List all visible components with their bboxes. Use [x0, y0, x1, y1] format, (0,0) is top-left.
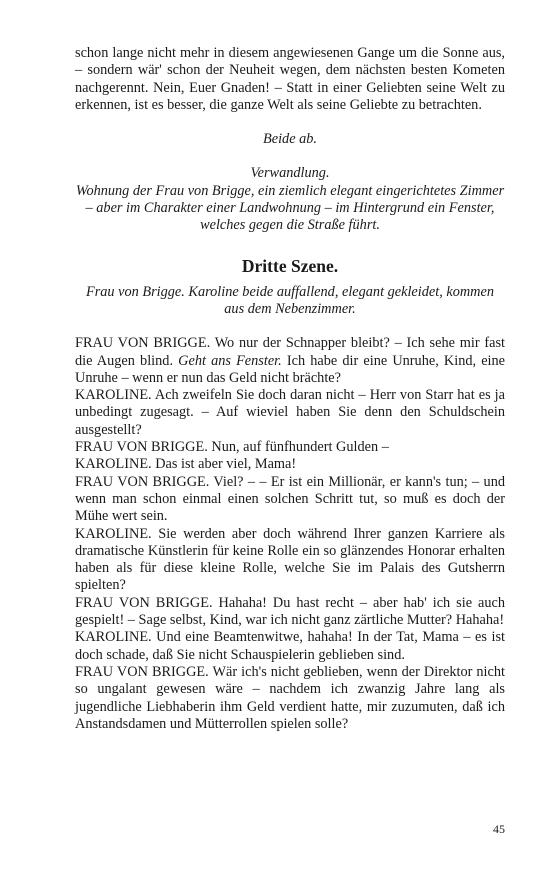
scene-title: Dritte Szene. [241, 255, 339, 276]
dialogue-text: FRAU VON BRIGGE. Hahaha! Du hast recht – aber hab' ich sie auch gespielt! – Sage selbst, Kind, war ich nicht ganz zärtliche Mutter? Hahaha! [75, 594, 505, 629]
spacer [75, 148, 505, 165]
spacer [75, 318, 505, 335]
transformation-description: Wohnung der Frau von Brigge, ein ziemlich elegant eingerichtetes Zimmer – aber im Charakter einer Landwohnung – im Hintergrund ein Fenster, welches gegen die Straße führt. [75, 182, 505, 234]
page-number: 45 [493, 822, 505, 836]
dialogue-text: FRAU VON BRIGGE. Wo nur der Schnapper bleibt? – Ich sehe mir fast die Augen blind. [75, 335, 505, 369]
dialogue-text: KAROLINE. Und eine Beamtenwitwe, hahaha! In der Tat, Mama – es ist doch schade, daß Sie nicht Schauspielerin geblieben sind. [75, 629, 505, 663]
exit-stage-direction: Beide ab. [263, 131, 317, 148]
dialogue-line [75, 664, 505, 733]
dialogue-line [75, 439, 505, 456]
transformation-heading: Verwandlung. [250, 165, 330, 182]
dialogue-text: FRAU VON BRIGGE. Viel? – – Er ist ein Millionär, er kann's tun; – und wenn man schon einmal einen solchen Schritt tut, so muß es doch der Mühe wert sein. [75, 473, 505, 525]
inline-stage-direction: Geht ans Fenster. [178, 352, 282, 369]
dialogue-text: FRAU VON BRIGGE. Wär ich's nicht geblieben, wenn der Direktor nicht so ungalant gewesen wäre – nachdem ich zwanzig Jahre lang als jugendliche Liebhaberin ihm Geld verdient hatte, mir zuzumuten, daß ich Anstandsdamen und Mütterrollen spielen solle? [75, 663, 505, 732]
dialogue-line [75, 456, 505, 473]
dialogue-text: KAROLINE. Sie werden aber doch während Ihrer ganzen Karriere als dramatische Künstlerin für keine Rolle ein so glänzendes Honorar erhalten haben als für diese kleine Rolle, welche Sie im Palais des Gutsherrn spielten? [75, 525, 505, 594]
dialogue-text: KAROLINE. Das ist aber viel, Mama! [75, 456, 297, 473]
dialogue-text: KAROLINE. Ach zweifeln Sie doch daran nicht – Herr von Starr hat es ja unbedingt zugesagt. – Auf wieviel haben Sie denn den Schuldschein ausgestellt? [75, 387, 505, 438]
opening-paragraph: schon lange nicht mehr in diesem angewiesenen Gange um die Sonne aus, – sondern wär' schon der Neuheit wegen, dem nächsten besten Kometen nachgerennt. Nein, Euer Gnaden! – Statt in einer Geliebten seine Welt zu erkennen, ist es besser, die ganze Welt als seine Geliebte zu betrachten. [75, 45, 505, 113]
dialogue-line [75, 526, 505, 595]
scene-stage-direction: Frau von Brigge. Karoline beide auffallend, elegant gekleidet, kommen aus dem Nebenzimmer. [85, 283, 495, 317]
dialogue-line [75, 387, 505, 439]
dialogue-line [75, 629, 505, 664]
dialogue-line [75, 474, 505, 526]
spacer [75, 114, 505, 131]
book-page [75, 45, 505, 733]
spacer [75, 277, 505, 284]
dialogue-text: FRAU VON BRIGGE. Nun, auf fünfhundert Gulden – [75, 439, 389, 456]
dialogue-block [75, 335, 505, 733]
dialogue-line [75, 595, 505, 630]
dialogue-text: Ich habe dir eine Unruhe, Kind, eine Unruhe – wenn er nun das Geld nicht brächte? [75, 352, 506, 386]
spacer [75, 235, 505, 255]
dialogue-line [75, 335, 505, 387]
